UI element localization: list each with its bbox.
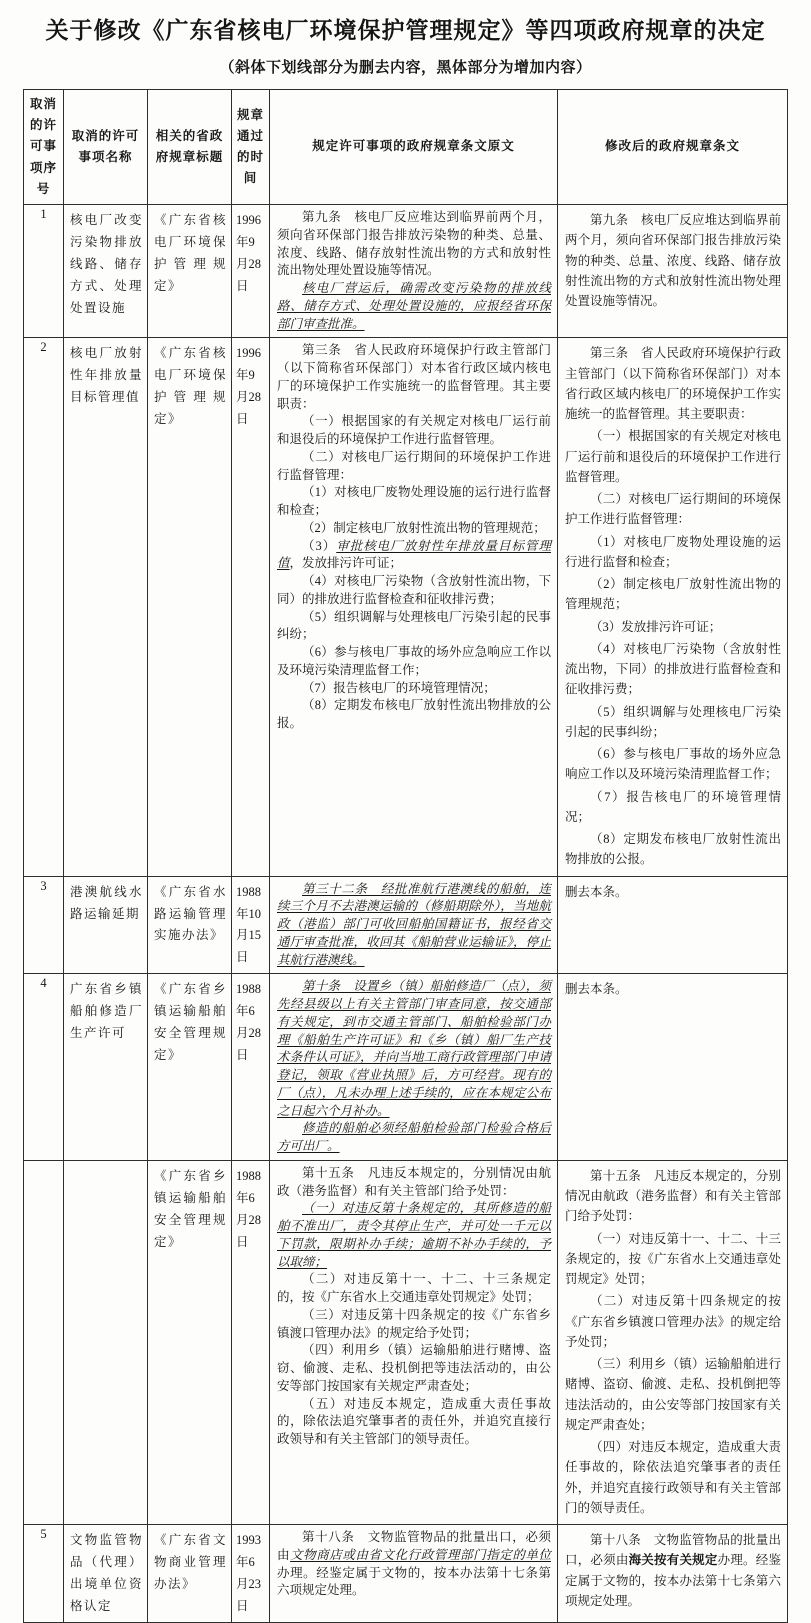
paragraph: [277, 697, 551, 733]
adoption-date-cell: 1993年6月23日: [232, 1525, 270, 1623]
paragraph: [565, 343, 781, 424]
normal-text: 第三条 省人民政府环境保护行政主管部门（以下简称省环保部门）对本省行政区域内核电厂的环境保护工作实施统一的监督管理。其主要职责：: [565, 346, 781, 422]
paragraph: [277, 449, 551, 485]
deleted-text: 核电厂营运后，确需改变污染物的排放线路、储存方式、处理处置设施的，应报经省环保部门审查批准。: [277, 281, 551, 331]
normal-text: 第九条 核电厂反应堆达到临界前两个月，须向省环保部门报告排放污染物的种类、总量、浓度、线路、储存放射性流出物的方式和放射性流出物处理处置设施等情况。: [565, 213, 781, 309]
regulation-title-cell: 《广东省文物商业管理办法》: [148, 1525, 232, 1623]
amended-text-cell: [558, 974, 788, 1161]
normal-text: 第九条 核电厂反应堆达到临界前两个月，须向省环保部门报告排放污染物的种类、总量、浓度、线路、储存放射性流出物的方式和放射性流出物处理处置设施等情况。: [277, 210, 551, 278]
amended-text-cell: [558, 1160, 788, 1524]
normal-text: （二）对违反第十一、十二、十三条规定的，按《广东省水上交通违章处罚规定》处罚；: [277, 1272, 551, 1305]
regulation-title-cell: 《广东省核电厂环境保护管理规定》: [148, 338, 232, 876]
normal-text: 第三条 省人民政府环境保护行政主管部门（以下简称省环保部门）对本省行政区域内核电厂的环境保护工作实施统一的监督管理。其主要职责：: [277, 343, 551, 411]
paragraph: [277, 1271, 551, 1307]
normal-text: （7）报告核电厂的环境管理情况；: [302, 680, 496, 695]
original-text-cell: [270, 338, 558, 876]
paragraph: [277, 538, 551, 574]
normal-text: 删去本条。: [565, 982, 628, 997]
paragraph: [277, 881, 551, 970]
original-text-cell: [270, 876, 558, 974]
normal-text: （一）根据国家的有关规定对核电厂运行前和退役后的环境保护工作进行监督管理。: [565, 429, 781, 484]
paragraph: [565, 532, 781, 573]
paragraph: [277, 1396, 551, 1449]
original-text-cell: [270, 974, 558, 1161]
column-header-3: 规章通过的时间: [232, 89, 270, 204]
normal-text: （4）对核电厂污染物（含放射性流出物，下同）的排放进行监督检查和征收排污费；: [277, 574, 551, 606]
normal-text: （5）组织调解与处理核电厂污染引起的民事纠纷；: [277, 609, 551, 642]
normal-text: 第十五条 凡违反本规定的，分别情况由航政（港务监督）和有关主管部门给予处罚：: [277, 1165, 551, 1198]
normal-text: （2）制定核电厂放射性流出物的管理规范；: [302, 520, 546, 535]
table-row: [24, 1525, 788, 1623]
paragraph: [565, 1437, 781, 1518]
amended-text-cell: [558, 205, 788, 338]
paragraph: [565, 574, 781, 615]
amended-text-cell: [558, 876, 788, 974]
paragraph: [565, 1229, 781, 1290]
paragraph: [277, 1165, 551, 1201]
adoption-date-cell: 1988年6月28日: [232, 974, 270, 1161]
row-number-cell: 5: [24, 1525, 64, 1623]
permit-name-cell: 广东省乡镇船舶修造厂生产许可: [64, 974, 148, 1161]
normal-text: （1）对核电厂废物处理设施的运行进行监督和检查；: [277, 485, 551, 518]
paragraph: [277, 209, 551, 280]
row-number-cell: 3: [24, 876, 64, 974]
column-header-5: 修改后的政府规章条文: [558, 89, 788, 204]
paragraph: [277, 413, 551, 449]
normal-text: （1）对核电厂废物处理设施的运行进行监督和检查；: [565, 534, 781, 569]
deleted-text: 修造的船舶必须经船舶检验部门检验合格后方可出厂。: [277, 1121, 551, 1154]
paragraph: [277, 1120, 551, 1156]
normal-text: （6）参与核电厂事故的场外应急响应工作以及环境污染清理监督工作；: [277, 645, 551, 677]
normal-text: （3）: [302, 538, 337, 553]
normal-text: （二）对核电厂运行期间的环境保护工作进行监督管理：: [277, 449, 551, 482]
paragraph: [565, 1166, 781, 1227]
deleted-text: 审批核电厂放射性年排放量目标管理值: [277, 538, 551, 571]
page-subtitle: （斜体下划线部分为删去内容，黑体部分为增加内容）: [219, 59, 592, 76]
paragraph: [277, 573, 551, 609]
paragraph: [277, 978, 551, 1120]
paragraph: [277, 1529, 551, 1600]
normal-text: （二）对违反第十四条规定的按《广东省乡镇渡口管理办法》的规定给予处罚；: [565, 1294, 781, 1349]
table-row: [24, 338, 788, 876]
column-header-0: 取消的许可事项序号: [24, 89, 64, 204]
paragraph: [565, 829, 781, 870]
paragraph: [277, 644, 551, 680]
paragraph: [565, 210, 781, 311]
table-row: [24, 1160, 788, 1524]
normal-text: 第十八条 文物监管物品的批量出口，必须由: [565, 1533, 781, 1568]
adoption-date-cell: 1988年6月28日: [232, 1160, 270, 1524]
paragraph: [277, 484, 551, 520]
normal-text: （6）参与核电厂事故的场外应急响应工作以及环境污染清理监督工作；: [565, 747, 781, 782]
paragraph: [565, 1354, 781, 1435]
normal-text: （一）根据国家的有关规定对核电厂运行前和退役后的环境保护工作进行监督管理。: [277, 414, 551, 447]
paragraph: [277, 1307, 551, 1343]
original-text-cell: [270, 205, 558, 338]
normal-text: （五）对违反本规定，造成重大责任事故的，除依法追究肇事者的责任外，并追究直接行政领导和有关主管部门的领导责任。: [277, 1396, 551, 1447]
paragraph: [565, 882, 781, 902]
normal-text: （8）定期发布核电厂放射性流出物排放的公报。: [277, 698, 551, 731]
amended-text-cell: [558, 1525, 788, 1623]
normal-text: （四）利用乡（镇）运输船舶进行赌博、盗窃、偷渡、走私、投机倒把等违法活动的，由公安等部门按国家有关规定严肃查处；: [277, 1343, 551, 1393]
normal-text: （8）定期发布核电厂放射性流出物排放的公报。: [565, 832, 781, 867]
paragraph: [565, 787, 781, 828]
permit-name-cell: [64, 1160, 148, 1524]
paragraph: [565, 639, 781, 700]
paragraph: [565, 1530, 781, 1611]
paragraph: [277, 1342, 551, 1395]
paragraph: [565, 489, 781, 530]
permit-name-cell: 核电厂放射性年排放量目标管理值: [64, 338, 148, 876]
column-header-4: 规定许可事项的政府规章条文原文: [270, 89, 558, 204]
normal-text: （四）对违反本规定，造成重大责任事故的，除依法追究肇事者的责任外，并追究直接行政领导和有关主管部门的领导责任。: [565, 1440, 781, 1515]
normal-text: （4）对核电厂污染物（含放射性流出物，下同）的排放进行监督检查和征收排污费；: [565, 641, 781, 697]
adoption-date-cell: 1988年10月15日: [232, 876, 270, 974]
adoption-date-cell: 1996年9月28日: [232, 338, 270, 876]
deleted-text: 第三十二条 经批准航行港澳线的船舶，连续三个月不去港澳运输的（修船期除外），当地航政（港监）部门可收回船舶国籍证书，报经省交通厅审查批准，收回其《船舶营业运输证》，停止其航行港澳线。: [277, 881, 551, 967]
normal-text: （三）对违反第十四条规定的按《广东省乡镇渡口管理办法》的规定给予处罚；: [277, 1307, 551, 1340]
paragraph: [565, 1291, 781, 1352]
regulation-title-cell: 《广东省水路运输管理实施办法》: [148, 876, 232, 974]
paragraph: [277, 1200, 551, 1271]
normal-text: （2）制定核电厂放射性流出物的管理规范；: [565, 577, 781, 612]
paragraph: [565, 744, 781, 785]
normal-text: （7）报告核电厂的环境管理情况；: [565, 789, 781, 824]
normal-text: 删去本条。: [565, 884, 628, 899]
normal-text: 办理。经鉴定属于文物的，按本办法第十七条第六项规定处理。: [277, 1565, 551, 1598]
deleted-text: 文物商店或由省文化行政管理部门指定的单位: [290, 1547, 551, 1562]
row-number-cell: 1: [24, 205, 64, 338]
added-text: 海关按有关规定: [628, 1553, 718, 1568]
decision-table: [23, 89, 788, 1623]
row-number-cell: [24, 1160, 64, 1524]
original-text-cell: [270, 1525, 558, 1623]
normal-text: ，发放排污许可证；: [289, 556, 403, 571]
permit-name-cell: 文物监管物品（代理）出境单位资格认定: [64, 1525, 148, 1623]
adoption-date-cell: 1996年9月28日: [232, 205, 270, 338]
regulation-title-cell: 《广东省乡镇运输船舶安全管理规定》: [148, 974, 232, 1161]
table-row: [24, 876, 788, 974]
paragraph: [277, 609, 551, 645]
normal-text: （二）对核电厂运行期间的环境保护工作进行监督管理：: [565, 492, 781, 527]
normal-text: 第十八条 文物监管物品的批量出口，必须由: [277, 1530, 551, 1562]
page-title: 关于修改《广东省核电厂环境保护管理规定》等四项政府规章的决定: [45, 18, 766, 43]
table-row: [24, 974, 788, 1161]
normal-text: （一）对违反第十一、十二、十三条规定的，按《广东省水上交通违章处罚规定》处罚；: [565, 1231, 781, 1287]
paragraph: [565, 426, 781, 487]
paragraph: [565, 617, 781, 637]
regulation-title-cell: 《广东省乡镇运输船舶安全管理规定》: [148, 1160, 232, 1524]
original-text-cell: [270, 1160, 558, 1524]
normal-text: （5）组织调解与处理核电厂污染引起的民事纠纷；: [565, 704, 781, 739]
column-header-2: 相关的省政府规章标题: [148, 89, 232, 204]
amended-text-cell: [558, 338, 788, 876]
paragraph: [277, 280, 551, 333]
paragraph: [277, 342, 551, 413]
permit-name-cell: 核电厂改变污染物排放线路、储存方式、处理处置设施: [64, 205, 148, 338]
deleted-text: （一）对违反第十条规定的，其所修造的船舶不准出厂，责令其停止生产，并可处一千元以下罚款，限期补办手续；逾期不补办手续的，予以取缔；: [277, 1201, 551, 1269]
paragraph: [565, 702, 781, 743]
row-number-cell: 2: [24, 338, 64, 876]
paragraph: [277, 680, 551, 698]
table-row: [24, 205, 788, 338]
table-body: [24, 205, 788, 1623]
row-number-cell: 4: [24, 974, 64, 1161]
column-header-1: 取消的许可事项名称: [64, 89, 148, 204]
normal-text: （3）发放排污许可证；: [590, 619, 722, 634]
normal-text: 办理。经鉴定属于文物的，按本办法第十七条第六项规定处理。: [565, 1553, 781, 1608]
paragraph: [565, 979, 781, 999]
permit-name-cell: 港澳航线水路运输延期: [64, 876, 148, 974]
regulation-title-cell: 《广东省核电厂环境保护管理规定》: [148, 205, 232, 338]
normal-text: 第十五条 凡违反本规定的，分别情况由航政（港务监督）和有关主管部门给予处罚：: [565, 1168, 781, 1224]
table-header-row: [24, 89, 788, 204]
normal-text: （三）利用乡（镇）运输船舶进行赌博、盗窃、偷渡、走私、投机倒把等违法活动的，由公安等部门按国家有关规定严肃查处；: [565, 1357, 781, 1432]
deleted-text: 第十条 设置乡（镇）船舶修造厂（点），须先经县级以上有关主管部门审查同意，按交通部有关规定，到市交通主管部门、船舶检验部门办理《船舶生产许可证》和《乡（镇）船厂生产技术条件认可证》，并向当地工商行政管理部门申请登记，领取《营业执照》后，方可经营。现有的厂（点），凡未办理上述手续的，应在本规定公布之日起六个月补办。: [277, 979, 551, 1118]
paragraph: [277, 520, 551, 538]
